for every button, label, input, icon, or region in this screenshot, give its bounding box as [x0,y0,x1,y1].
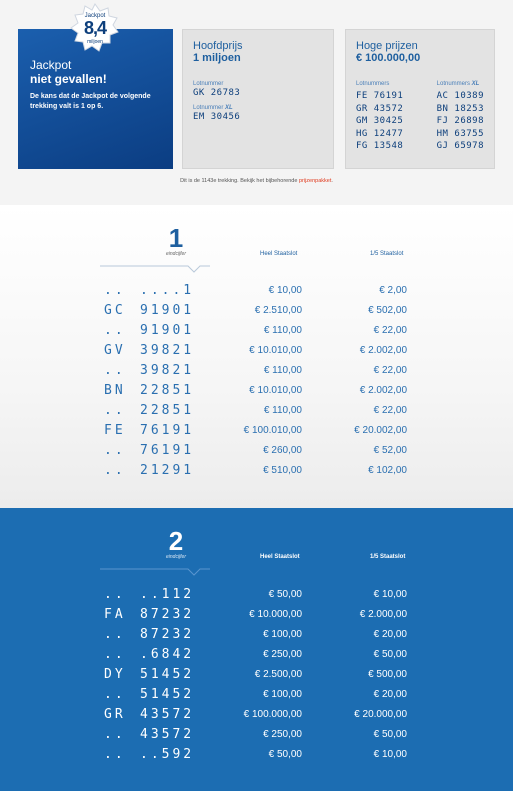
lot-number: 43572 [140,727,195,742]
prize-row [0,665,513,685]
lot-prefix: GV [104,343,126,358]
lotnummers-column [356,81,403,153]
hoofdprijs-amount: 1 miljoen [193,52,241,64]
lotnummers-xl-label: Lotnummers XL [436,81,480,87]
lot-prefix: FE [104,423,126,438]
prize-heel: € 50,00 [268,749,302,760]
prize-heel: € 2.500,00 [254,669,302,680]
prize-heel: € 110,00 [263,365,302,376]
prize-row [0,281,513,301]
lot-number: 91901 [140,323,195,338]
lot-prefix: .. [104,323,126,338]
prize-heel: € 50,00 [268,589,302,600]
lot-number: 22851 [140,383,195,398]
prize-heel: € 250,00 [263,729,302,740]
prize-vijfde: € 20,00 [373,689,407,700]
prize-vijfde: € 2.000,00 [359,609,407,620]
lot-prefix: FA [104,607,126,622]
xl-badge: XL [471,81,480,87]
eindcijfer-1-section [0,205,513,508]
prize-heel: € 10.010,00 [249,385,302,396]
digit-heading [146,225,206,257]
prize-vijfde: € 20.002,00 [354,425,407,436]
lotnummer-label: Lotnummer [193,81,224,87]
column-header-vijfde: 1/5 Staatslot [370,554,406,560]
prize-vijfde: € 10,00 [373,589,407,600]
prize-row [0,341,513,361]
hoge-prijzen-amount: € 100.000,00 [356,52,421,64]
prize-row [0,585,513,605]
lotnummer-xl-label: Lotnummer XL [193,105,233,111]
prize-row [0,461,513,481]
hoofdprijs-lot: GK 26783 [193,88,241,98]
prize-vijfde: € 500,00 [368,669,407,680]
prize-heel: € 10.010,00 [249,345,302,356]
prize-vijfde: € 20.000,00 [354,709,407,720]
xl-badge: XL [225,105,233,111]
lot-prefix: GC [104,303,126,318]
lot-number: 43572 [140,707,195,722]
prize-vijfde: € 102,00 [368,465,407,476]
lot-prefix: .. [104,463,126,478]
prize-vijfde: € 22,00 [373,325,407,336]
badge-unit: miljoen [87,39,103,45]
prize-heel: € 260,00 [263,445,302,456]
lot-number: GR 43572 [356,103,404,114]
lot-number: 51452 [140,667,195,682]
badge-amount: 8,4 [83,18,107,38]
prize-vijfde: € 502,00 [368,305,407,316]
lot-number: 21291 [140,463,195,478]
draw-note-text: Dit is de 1143e trekking. Bekijk het bijbehorende [180,178,299,184]
lot-prefix: GR [104,707,126,722]
lot-number: HG 12477 [356,128,404,139]
lot-number: FE 76191 [356,91,404,101]
prize-heel: € 250,00 [263,649,302,660]
lot-prefix: .. [104,363,126,378]
lot-number: 51452 [140,687,195,702]
hoofdprijs-lot-xl: EM 30456 [193,112,241,122]
prize-vijfde: € 10,00 [373,749,407,760]
lot-prefix: .. [104,727,126,742]
jackpot-description: De kans dat de Jackpot de volgende trekking valt is 1 op 6. [30,93,151,110]
badge-label: Jackpot [84,13,106,19]
prize-heel: € 510,00 [263,465,302,476]
results-header [0,0,513,205]
prize-vijfde: € 52,00 [373,445,407,456]
lot-prefix: .. [104,627,126,642]
column-header-heel: Heel Staatslot [260,554,300,560]
hoge-prijzen-panel [345,29,495,169]
prize-heel: € 2.510,00 [254,305,302,316]
prize-row [0,745,513,765]
prize-heel: € 100,00 [263,689,302,700]
digit-number: 1 [168,223,184,253]
lot-prefix: .. [104,747,126,762]
lot-number: .6842 [140,647,195,662]
prize-row [0,645,513,665]
lot-prefix: DY [104,667,126,682]
prize-vijfde: € 22,00 [373,365,407,376]
lot-number: FJ 26898 [436,116,484,126]
lot-number: 91901 [140,303,195,318]
prize-row [0,725,513,745]
prize-row [0,421,513,441]
lot-prefix: .. [104,587,126,602]
hoge-prijzen-title: Hoge prijzen [356,40,418,52]
prize-heel: € 100,00 [263,629,302,640]
lotnummers-xl-column [437,81,484,153]
prize-row [0,605,513,625]
prize-row [0,685,513,705]
prize-row [0,401,513,421]
jackpot-badge [70,3,120,53]
lot-number: 39821 [140,343,195,358]
prize-row [0,301,513,321]
prize-vijfde: € 2.002,00 [359,345,407,356]
column-header-vijfde: 1/5 Staatslot [370,251,404,257]
chevron-down-icon [100,568,210,580]
lot-number: AC 10389 [436,91,484,101]
lot-number: 76191 [140,423,195,438]
draw-note: Dit is de 1143e trekking. Bekijk het bijbehorende prijzenpakket. [180,178,333,184]
prize-vijfde: € 2,00 [379,285,407,296]
prize-row [0,361,513,381]
digit-label: eindcijfer [165,251,186,257]
lot-number: 87232 [140,607,195,622]
column-header-heel: Heel Staatslot [260,251,298,257]
lot-number: 76191 [140,443,195,458]
eindcijfer-2-section [0,508,513,791]
lot-number: 87232 [140,627,195,642]
prize-heel: € 10,00 [268,285,302,296]
prize-vijfde: € 22,00 [373,405,407,416]
prize-vijfde: € 20,00 [373,629,407,640]
lot-number: 22851 [140,403,195,418]
hoofdprijs-title: Hoofdprijs [193,40,243,52]
lot-number: ....1 [140,283,195,298]
prize-row [0,321,513,341]
prize-vijfde: € 50,00 [373,729,407,740]
lot-number: FG 13548 [356,141,404,151]
digit-number: 2 [168,526,184,556]
prize-heel: € 110,00 [263,325,302,336]
prize-heel: € 100.000,00 [243,709,302,720]
prize-row [0,705,513,725]
prize-vijfde: € 2.002,00 [359,385,407,396]
jackpot-status: niet gevallen! [30,72,107,86]
lot-number: ..592 [140,747,195,762]
prize-vijfde: € 50,00 [373,649,407,660]
lot-number: ..112 [140,587,195,602]
lot-number: BN 18253 [436,103,484,114]
prize-heel: € 110,00 [263,405,302,416]
lot-number: GJ 65978 [436,141,484,151]
digit-heading [146,528,206,560]
lot-prefix: .. [104,443,126,458]
lot-prefix: .. [104,403,126,418]
chevron-down-icon [100,265,210,277]
hoofdprijs-panel [182,29,334,169]
lot-number: 39821 [140,363,195,378]
lot-prefix: BN [104,383,126,398]
digit-label: eindcijfer [165,554,186,560]
prize-row [0,381,513,401]
prize-row [0,441,513,461]
prize-heel: € 100.010,00 [243,425,302,436]
prize-row [0,625,513,645]
lot-prefix: .. [104,647,126,662]
lot-number: GM 30425 [356,116,404,126]
prijzenpakket-link[interactable]: prijzenpakket [298,178,332,184]
lotnummers-label: Lotnummers [356,81,390,87]
lot-prefix: .. [104,283,126,298]
lot-prefix: .. [104,687,126,702]
prize-heel: € 10.000,00 [249,609,302,620]
jackpot-title: Jackpot [30,58,72,72]
lot-number: HM 63755 [436,128,484,139]
